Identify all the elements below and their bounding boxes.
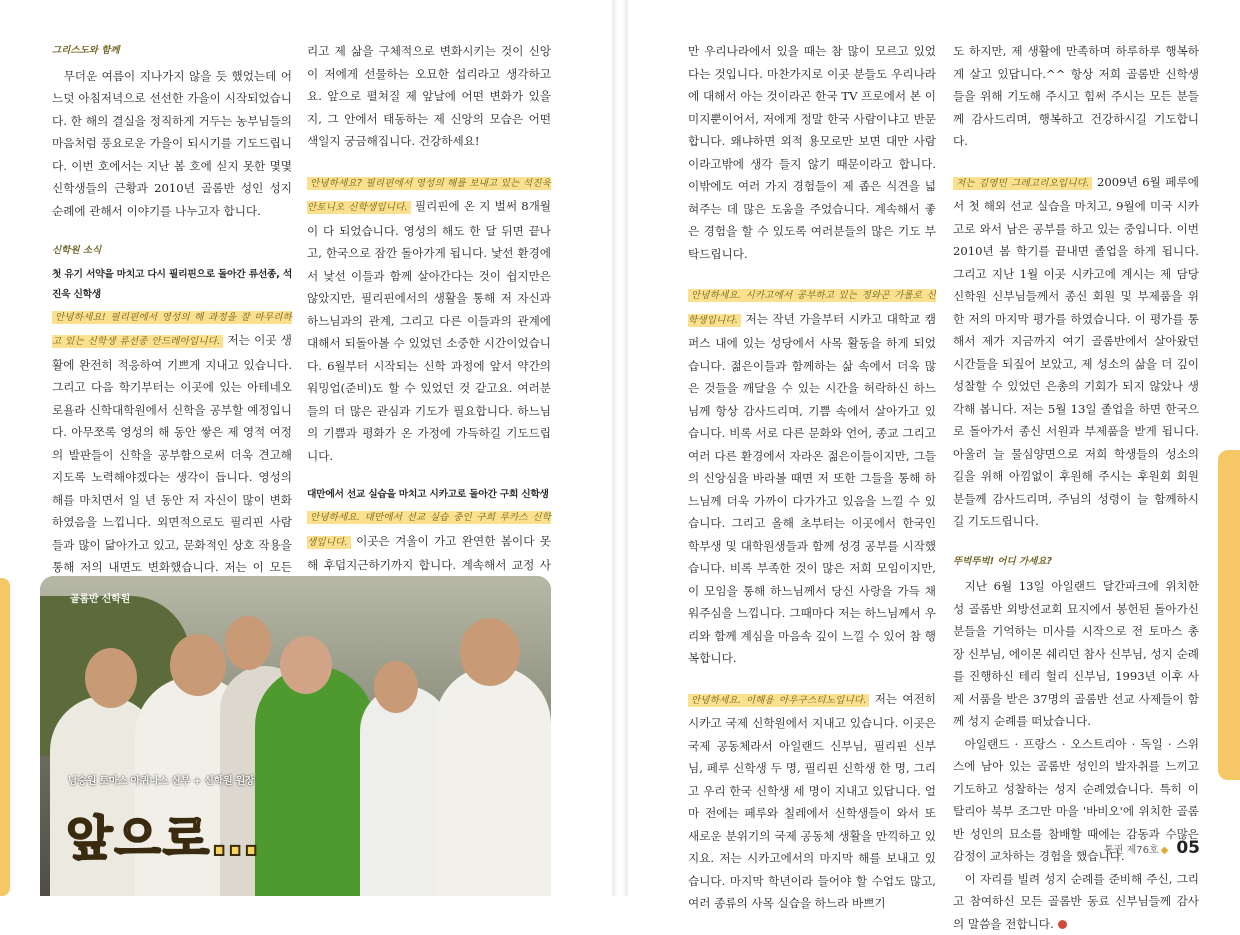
paragraph-jung xyxy=(688,283,936,670)
column-1 xyxy=(52,40,292,624)
paragraph-lee xyxy=(688,688,936,915)
paragraph-pilgrimage-2: 아일랜드 · 프랑스 · 오스트리아 · 독일 · 스위스에 남아 있는 골롬반 성인의 발자취를 느끼고 기도하고 성찰하는 성지 순례였습니다. 특히 이탈리아 북부 조그만 마을 '바비오'에 위치한 골롬반 성인의 묘소를 참배할 때에는 감동과 수많은 감정이 교차하는 경험을 했습니다. xyxy=(953,733,1199,868)
paragraph-seok-body: 필리핀에 온 지 벌써 8개월이 다 되었습니다. 영성의 해도 한 달 뒤면 끝나고, 한국으로 잠깐 돌아가게 됩니다. 낯선 환경에서 낯선 이들과 함께 살아간다는 것이 쉽지만은 않았지만, 필리핀에서의 생활을 통해 저 자신과 하느님과의 관계, 그리고 다른 이들과의 관계에 대해서 되돌아볼 수 있었던 소중한 시간이었습니다. 6월부터 시작되는 신학 과정에 앞서 약간의 워밍업(준비)도 할 수 있었던 것 같고요. 여러분들의 더 많은 관심과 기도가 필요합니다. 하느님의 기쁨과 평화가 온 가정에 가득하길 기도드립니다. xyxy=(307,199,551,463)
highlight-greeting-ryu: 안녕하세요! 필리핀에서 영성의 해 과정을 잘 마무리하고 있는 신학생 류선종 안드레아입니다. xyxy=(52,311,292,349)
right-color-tab xyxy=(1218,450,1240,780)
subheading-philippines: 첫 유기 서약을 마치고 다시 필리핀으로 돌아간 류선종, 석진욱 신학생 xyxy=(52,265,292,305)
paragraph-lee-cont: 도 하지만, 제 생활에 만족하며 하루하루 행복하게 살고 있답니다.^^ 항상 저희 골롬반 신학생들을 위해 기도해 주시고 힘써 주시는 모든 분들께 감사드리며, 행복하고 건강하시길 기도합니다. xyxy=(953,40,1199,153)
paragraph-koo-body: 이곳은 겨울이 가고 완연한 봄이다 못해 후덥지근하기까지 합니다. 계속해서 교정 사 xyxy=(307,534,551,640)
photo-title: 앞으로… xyxy=(66,800,261,869)
highlight-greeting-kim: 저는 김영민 그레고리오입니다. xyxy=(953,177,1092,190)
paragraph-seok xyxy=(307,171,551,468)
page-gutter xyxy=(612,0,628,896)
issue-label: 통권 제76호 xyxy=(1104,845,1159,856)
paragraph-kim-body: 2009년 6월 페루에서 첫 해외 선교 실습을 마치고, 9월에 미국 시카고로 와서 남은 공부를 하고 있는 중입니다. 이번 2010년 봄 학기를 끝내면 졸업을 하게 됩니다. 그리고 지난 1월 이곳 시카고에 계시는 제 담당 신학원 신부님들께서 종신 회원 및 부제품을 위한 저의 마지막 평가를 하였습니다. 이 평가를 통해서 제가 지금까지 여기 골롬반에서 살아왔던 시간들을 되짚어 보았고, 제 성소의 삶을 더 깊이 성찰할 수 있었던 은총의 기회가 되지 않았나 생각해 봅니다. 저는 5월 13일 졸업을 하면 한국으로 돌아가서 종신 서원과 부제품을 받게 됩니다. 아울러 늘 물심양면으로 저희 학생들의 성소의 길을 위해 아낌없이 후원해 주시는 후원회 회원분들께 감사드리며, 주님의 성령이 늘 함께하시길 기도드립니다. xyxy=(953,175,1199,529)
intro-paragraph: 무더운 여름이 지나가지 않을 듯 했었는데 어느덧 아침저녁으로 선선한 가을이 시작되었습니다. 한 해의 결실을 정직하게 거두는 농부님들의 마음처럼 풍요로운 가을이 되시기를 기도드립니다. 이번 호에서는 지난 봄 호에 싣지 못한 몇몇 신학생들의 근황과 2010년 골롬반 성인 성지 순례에 관해서 이야기를 나누고자 합니다. xyxy=(52,65,292,223)
paragraph-ryu-cont: 리고 제 삶을 구체적으로 변화시키는 것이 신앙이 저에게 선물하는 오묘한 섭리라고 생각하고요. 앞으로 펼쳐질 제 앞날에 어떤 변화가 있을지, 그 안에서 태동하는 제 신앙의 모습은 어떤 색일지 궁금해집니다. 건강하세요! xyxy=(307,40,551,153)
highlight-greeting-koo: 안녕하세요. 대만에서 선교 실습 중인 구희 루카스 신학생입니다. xyxy=(307,511,551,549)
section-heading-with-christ: 그리스도와 함께 xyxy=(52,40,292,63)
paragraph-pilgrimage-1: 지난 6월 13일 아일랜드 달간파크에 위치한 성 골롬반 외방선교회 묘지에서 봉헌된 돌아가신 분들을 기억하는 미사를 시작으로 전 토마스 총장 신부님, 에이몬 쉐리던 참사 신부님, 성지 순례를 진행하신 테리 헐리 신부님, 1993년 이후 사제 서품을 받은 37명의 골롬반 선교 사제들이 함께 성지 순례를 떠났습니다. xyxy=(953,575,1199,733)
paragraph-pilgrimage-3 xyxy=(953,868,1199,935)
column-2 xyxy=(307,40,551,644)
subheading-taiwan: 대만에서 선교 실습을 마치고 시카고로 돌아간 구희 신학생 xyxy=(307,485,551,505)
paragraph-ryu-body: 저는 이곳 생활에 완전히 적응하여 기쁘게 지내고 있습니다. 그리고 다음 학기부터는 이곳에 있는 아테네오 로욜라 신학대학원에서 신학을 공부할 예정입니다. 아무쪼록 영성의 해 동안 쌓은 제 영적 여정의 발판들이 신학을 공부함으로써 더욱 견고해지도록 노력해야겠다는 생각이 듭니다. 영성의 해를 마치면서 일 년 동안 저 자신이 많이 변화하였음을 느낍니다. 외면적으로도 필리핀 사람들과 많이 닮아가고 있고, 문화적인 상호 작용을 통해 저의 내면도 변화했습니다. 저는 이 모든 xyxy=(52,333,292,619)
page-folio xyxy=(1104,838,1200,858)
photo-caption-bottom: 남승원 토마스 아퀴나스 신부 + 신학원 원장 xyxy=(68,772,254,787)
section-heading-pilgrimage: 뚜벅뚜벅! 어디 가세요? xyxy=(953,551,1199,574)
column-4 xyxy=(953,40,1199,935)
highlight-greeting-jung: 안녕하세요. 시카고에서 공부하고 있는 정와곤 가롤로 신학생입니다. xyxy=(688,289,936,327)
photo-caption-top: 골롬반 신학원 xyxy=(70,590,130,605)
section-heading-seminary-news: 신학원 소식 xyxy=(52,240,292,263)
paragraph-pilgrimage-3-body: 이 자리를 빌려 성지 순례를 준비해 주신, 그리고 참여하신 모든 골롬반 동료 신부님들께 감사의 말씀을 전합니다. xyxy=(953,872,1199,931)
highlight-greeting-lee: 안녕하세요. 이해용 아우구스티노입니다. xyxy=(688,694,869,707)
page-number: 05 xyxy=(1176,838,1200,858)
paragraph-kim xyxy=(953,171,1199,533)
paragraph-koo-cont: 만 우리나라에서 있을 때는 참 많이 모르고 있었다는 것입니다. 마찬가지로 이곳 분들도 우리나라에 대해서 아는 것이라곤 한국 TV 프로에서 본 이미지뿐이어서, 저에게 정말 한국 사람이냐고 반문합니다. 왜냐하면 외적 용모로만 보면 대만 사람이라고밖에 생각 들지 않기 때문이라고 합니다. 이밖에도 여러 가지 경험들이 제 좁은 식견을 넓혀주는 데 많은 도움을 주었습니다. 계속해서 좋은 경험을 할 수 있도록 여러분들의 많은 기도 부탁드립니다. xyxy=(688,40,936,265)
paragraph-lee-body: 저는 여전히 시카고 국제 신학원에서 지내고 있습니다. 이곳은 국제 공동체라서 아일랜드 신부님, 필리핀 신부님, 페루 신학생 두 명, 필리핀 신학생 한 명, 그리고 우리 한국 신학생 세 명이 지내고 있답니다. 얼마 전에는 페루와 칠레에서 신학생들이 와서 또 새로운 분위기의 국제 공동체 생활을 만끽하고 있지요. 저는 시카고에서의 마지막 해를 보내고 있습니다. 마지막 학년이라 들어야 할 수업도 많고, 여러 종류의 사목 실습을 하느라 바쁘기 xyxy=(688,692,936,911)
column-3 xyxy=(688,40,936,915)
paragraph-jung-body: 저는 작년 가을부터 시카고 대학교 캠퍼스 내에 있는 성당에서 사목 활동을 하게 되었습니다. 젊은이들과 함께하는 삶 속에서 더욱 많은 것들을 깨달을 수 있는 시간을 허락하신 하느님께 항상 감사드리며, 기쁨 속에서 살아가고 있습니다. 비록 서로 다른 문화와 언어, 종교 그리고 여러 다른 환경에서 자라온 젊은이들이지만, 그들의 신앙심을 바라볼 때면 저 또한 그들을 통해 하느님께 더욱 가까이 다가가고 있음을 느낄 수 있습니다. 그리고 올해 초부터는 이곳에서 한국인 학부생 및 대학원생들과 함께 성경 공부를 시작했습니다. 비록 부족한 것이 많은 저희 모임이지만, 이 모임을 통해 하느님께서 당신 사랑을 가득 채워주심을 느낍니다. 그때마다 저는 하느님께서 우리와 함께 계심을 마음속 깊이 느낄 수 있어 참 행복합니다. xyxy=(688,312,936,666)
diamond-icon: ◆ xyxy=(1161,845,1169,856)
end-mark-icon xyxy=(1058,920,1067,929)
highlight-greeting-seok: 안녕하세요? 필리핀에서 영성의 해를 보내고 있는 석진욱 안토니오 신학생입니다. xyxy=(307,177,551,215)
left-color-tab xyxy=(0,578,10,896)
